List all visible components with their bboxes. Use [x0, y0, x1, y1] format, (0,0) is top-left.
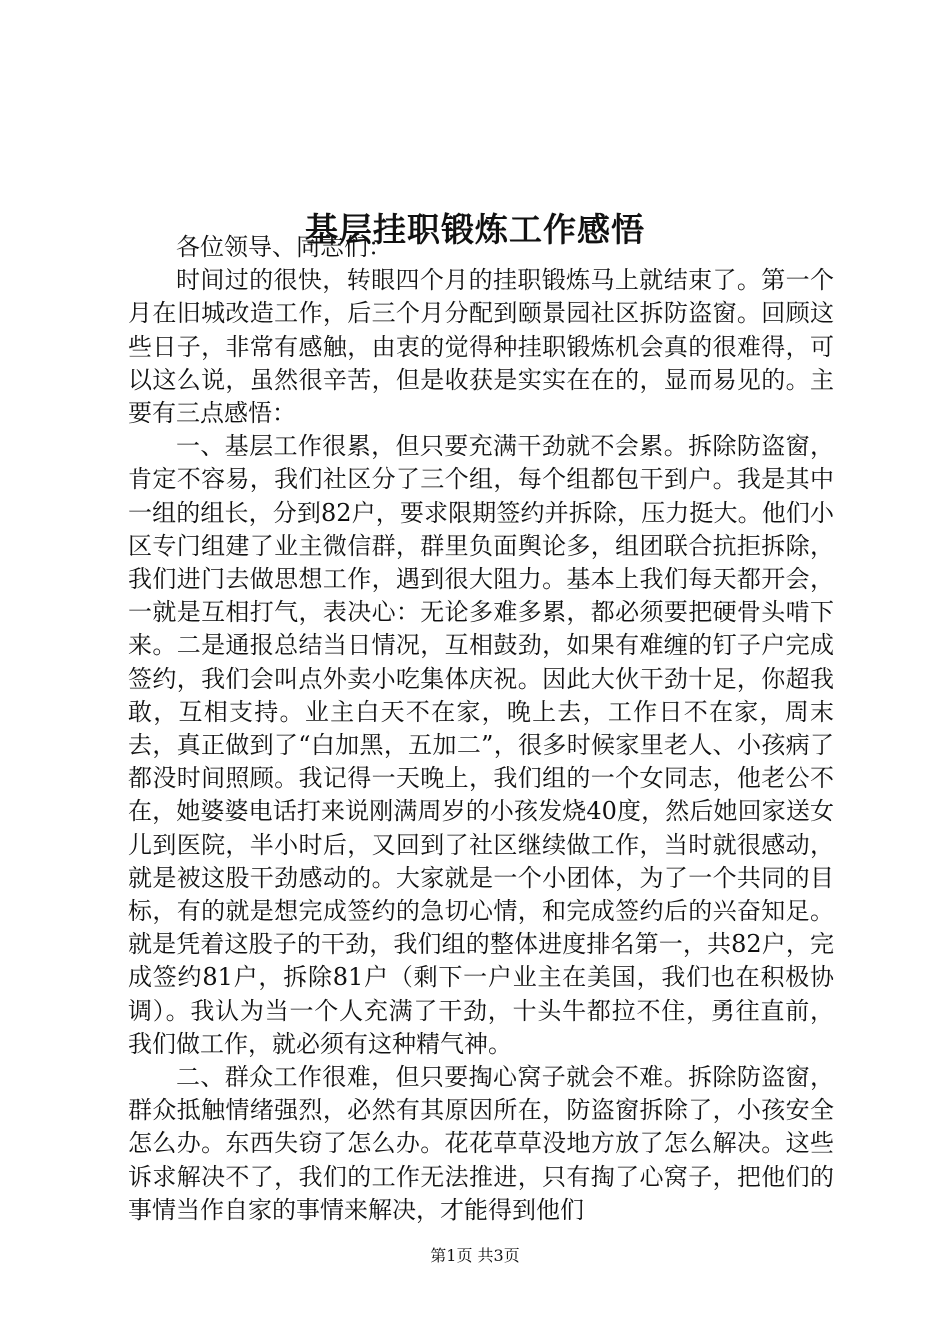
point-one-paragraph: 一、基层工作很累，但只要充满干劲就不会累。拆除防盗窗，肯定不容易，我们社区分了三个组，每个组都包干到户。我是其中一组的组长，分到82户，要求限期签约并拆除，压力挺大。他们小区专门组建了业主微信群，群里负面舆论多，组团联合抗拒拆除，我们进门去做思想工作，遇到很大阻力。基本上我们每天都开会，一就是互相打气，表决心：无论多难多累，都必须要把硬骨头啃下来。二是通报总结当日情况，互相鼓劲，如果有难缠的钉子户完成签约，我们会叫点外卖小吃集体庆祝。因此大伙干劲十足，你超我敢，互相支持。业主白天不在家，晚上去，工作日不在家，周末去，真正做到了“白加黑，五加二”，很多时候家里老人、小孩病了都没时间照顾。我记得一天晚上，我们组的一个女同志，他老公不在，她婆婆电话打来说刚满周岁的小孩发烧40度，然后她回家送女儿到医院，半小时后，又回到了社区继续做工作，当时就很感动，就是被这股干劲感动的。大家就是一个小团体，为了一个共同的目标，有的就是想完成签约的急切心情，和完成签约后的兴奋知足。就是凭着这股子的干劲，我们组的整体进度排名第一，共82户，完成签约81户，拆除81户（剩下一户业主在美国，我们也在积极协调）。我认为当一个人充满了干劲，十头牛都拉不住，勇往直前，我们做工作，就必须有这种精气神。	[128, 432, 834, 1058]
salutation-paragraph: 各位领导、同志们：	[176, 233, 392, 261]
document-body	[128, 231, 834, 1227]
point-two-paragraph: 二、群众工作很难，但只要掏心窝子就会不难。拆除防盗窗，群众抵触情绪强烈，必然有其原因所在，防盗窗拆除了，小孩安全怎么办。东西失窃了怎么办。花花草草没地方放了怎么解决。这些诉求解决不了，我们的工作无法推进，只有掏了心窝子，把他们的事情当作自家的事情来解决，才能得到他们	[128, 1063, 834, 1224]
intro-paragraph: 时间过的很快，转眼四个月的挂职锻炼马上就结束了。第一个月在旧城改造工作，后三个月分配到颐景园社区拆防盗窗。回顾这些日子，非常有感触，由衷的觉得种挂职锻炼机会真的很难得，可以这么说，虽然很辛苦，但是收获是实实在在的，显而易见的。主要有三点感悟：	[128, 266, 834, 428]
document-title: 基层挂职锻炼工作感悟	[305, 210, 645, 250]
page-number-footer: 第1页 共3页	[430, 1246, 520, 1265]
